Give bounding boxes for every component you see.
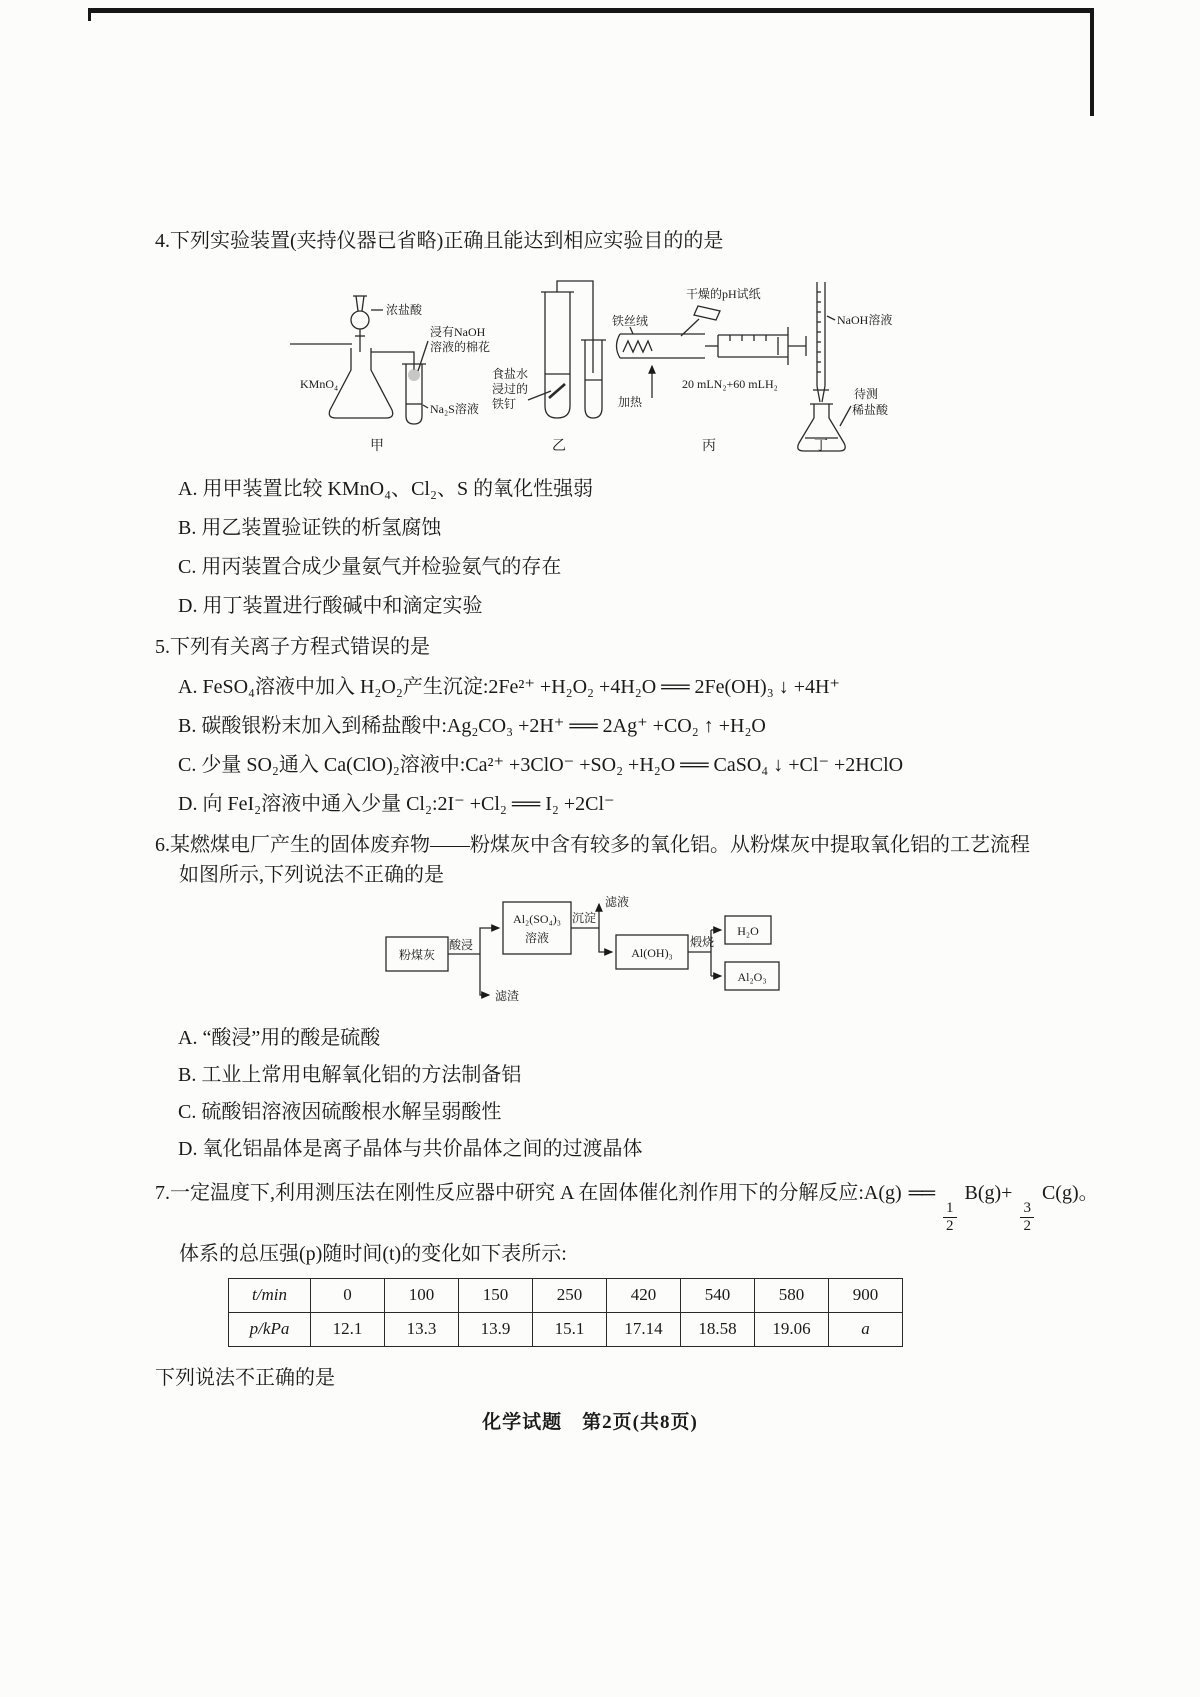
q7-stem-line2: 体系的总压强(p)随时间(t)的变化如下表所示: [179, 1242, 567, 1265]
fraction-denominator: 2 [1023, 1218, 1031, 1235]
flow-residue: 滤渣 [495, 989, 520, 1003]
flowchart-svg [383, 892, 793, 1014]
table-cell: 900 [829, 1278, 903, 1312]
table-cell: 250 [533, 1278, 607, 1312]
table-cell-p-kpa: p/kPa [229, 1312, 311, 1346]
q4-option-d: D. 用丁装置进行酸碱中和滴定实验 [178, 595, 483, 617]
q4-options [155, 470, 1075, 626]
apparatus-jia-kmno4-flask [290, 296, 490, 454]
q6-option-a: A. “酸浸”用的酸是硫酸 [178, 1027, 381, 1049]
table-cell: 13.9 [459, 1312, 533, 1346]
label-na2s: Na₂S溶液 [430, 402, 479, 416]
q7-stem-end: C(g)。 [1041, 1182, 1099, 1204]
flow-al2so43-line1: Al₂(SO₄)₃ [513, 912, 561, 926]
q4-option-b: B. 用乙装置验证铁的析氢腐蚀 [178, 517, 442, 539]
table-cell: 18.58 [681, 1312, 755, 1346]
exam-content [155, 226, 1099, 1434]
flow-acid-leach: 酸浸 [449, 938, 474, 952]
chem-equals-sign: ══ [908, 1182, 934, 1204]
label-brine-line1: 食盐水 [492, 367, 529, 381]
scan-artifact-right-line [1090, 8, 1094, 116]
label-device-bing: 丙 [702, 439, 716, 454]
fraction-denominator: 2 [946, 1218, 954, 1235]
question-5 [155, 632, 1075, 824]
flow-precipitate: 沉淀 [572, 911, 597, 925]
q6-process-flowchart [383, 892, 1075, 1014]
q4-option-c: C. 用丙装置合成少量氨气并检验氨气的存在 [178, 556, 562, 578]
q6-option-c: C. 硫酸铝溶液因硫酸根水解呈弱酸性 [178, 1101, 502, 1123]
label-kmno4: KMnO₄ [300, 377, 339, 391]
label-iron-wool: 铁丝绒 [612, 314, 649, 328]
table-row-time [229, 1278, 903, 1312]
table-cell-t-min: t/min [229, 1278, 311, 1312]
table-cell: 19.06 [755, 1312, 829, 1346]
table-cell: 420 [607, 1278, 681, 1312]
q7-closing: 下列说法不正确的是 [155, 1366, 335, 1389]
label-cotton-line2: 溶液的棉花 [430, 340, 491, 354]
label-cotton-line1: 浸有NaOH [430, 325, 486, 339]
table-cell: 13.3 [385, 1312, 459, 1346]
table-row-pressure [229, 1312, 903, 1346]
label-device-ding: 丁 [814, 439, 828, 454]
fraction-numerator: 3 [1020, 1200, 1034, 1218]
table-cell: 150 [459, 1278, 533, 1312]
q5-option-c: C. 少量 SO₂通入 Ca(ClO)₂溶液中:Ca²⁺ +3ClO⁻ +SO₂ +H₂O ══ CaSO₄ ↓ +Cl⁻ +2HClO [178, 754, 904, 776]
q5-option-d: D. 向 FeI₂溶液中通入少量 Cl₂:2I⁻ +Cl₂ ══ I₂ +2Cl⁻ [178, 793, 615, 815]
apparatus-ding-burette-flask [798, 282, 893, 454]
flow-al2so43-line2: 溶液 [524, 931, 550, 945]
q5-stem: 5.下列有关离子方程式错误的是 [155, 636, 430, 658]
table-cell: 0 [311, 1278, 385, 1312]
table-cell: 540 [681, 1278, 755, 1312]
apparatus-svg [290, 278, 930, 464]
q7-stem-text: 7.一定温度下,利用测压法在刚性反应器中研究 A 在固体催化剂作用下的分解反应:A(g) [155, 1182, 902, 1204]
table-cell: 580 [755, 1278, 829, 1312]
scan-artifact-left-tick [88, 8, 91, 21]
label-conc-hcl: 浓盐酸 [386, 303, 423, 317]
flow-calcine: 煅烧 [690, 935, 715, 949]
table-cell-a: a [829, 1312, 903, 1346]
page-footer: 化学试题 第2页(共8页) [482, 1411, 698, 1433]
label-device-yi: 乙 [552, 439, 566, 454]
fraction-three-halves [1020, 1200, 1034, 1236]
q7-pressure-table [228, 1278, 903, 1347]
flowchart-shapes [386, 894, 779, 1003]
label-test-acid-line1: 待测 [854, 387, 879, 401]
q6-options [155, 1020, 1075, 1168]
apparatus-bing-syringe-tube [612, 286, 806, 454]
q7-stem [155, 1168, 1099, 1236]
question-4 [155, 226, 1075, 626]
table-cell: 17.14 [607, 1312, 681, 1346]
flow-h2o: H₂O [737, 924, 759, 938]
label-ph-paper: 干燥的pH试纸 [686, 287, 761, 301]
q5-options [155, 668, 1075, 824]
label-naoh-solution: NaOH溶液 [837, 313, 893, 327]
label-brine-line3: 铁钉 [492, 397, 517, 411]
label-heat: 加热 [618, 395, 643, 409]
label-brine-line2: 浸过的 [492, 382, 529, 396]
fraction-numerator: 1 [943, 1200, 957, 1218]
apparatus-yi-nail-tubes [492, 281, 606, 454]
q4-apparatus-diagram [290, 278, 1075, 464]
flow-aloh3: Al(OH)₃ [631, 946, 673, 960]
q6-stem-line1: 6.某燃煤电厂产生的固体废弃物——粉煤灰中含有较多的氧化铝。从粉煤灰中提取氧化铝的工艺流程 [155, 834, 1030, 856]
question-7 [155, 1168, 1099, 1393]
q5-option-b: B. 碳酸银粉末加入到稀盐酸中:Ag₂CO₃ +2H⁺ ══ 2Ag⁺ +CO₂ ↑ +H₂O [178, 715, 766, 737]
flow-filtrate: 滤液 [605, 895, 630, 909]
flow-al2o3: Al₂O₃ [737, 970, 767, 984]
q6-option-b: B. 工业上常用电解氧化铝的方法制备铝 [178, 1064, 522, 1086]
q4-option-a: A. 用甲装置比较 KMnO₄、Cl₂、S 的氧化性强弱 [178, 478, 594, 500]
q6-stem-line2: 如图所示,下列说法不正确的是 [179, 864, 444, 886]
label-gas-mixture: 20 mLN₂+60 mLH₂ [682, 377, 778, 391]
scan-artifact-top-line [88, 8, 1094, 13]
label-test-acid-line2: 稀盐酸 [852, 403, 889, 417]
table-cell: 100 [385, 1278, 459, 1312]
q7-stem-mid: B(g)+ [964, 1182, 1013, 1204]
label-device-jia: 甲 [370, 439, 384, 454]
question-6 [155, 830, 1075, 1168]
q6-option-d: D. 氧化铝晶体是离子晶体与共价晶体之间的过渡晶体 [178, 1138, 643, 1160]
q4-stem: 4.下列实验装置(夹持仪器已省略)正确且能达到相应实验目的的是 [155, 230, 724, 252]
fraction-one-half [943, 1200, 957, 1236]
table-cell: 15.1 [533, 1312, 607, 1346]
table-cell: 12.1 [311, 1312, 385, 1346]
flow-fly-ash: 粉煤灰 [398, 948, 436, 962]
q5-option-a: A. FeSO₄溶液中加入 H₂O₂产生沉淀:2Fe²⁺ +H₂O₂ +4H₂O ══ 2Fe(OH)₃ ↓ +4H⁺ [178, 676, 840, 698]
